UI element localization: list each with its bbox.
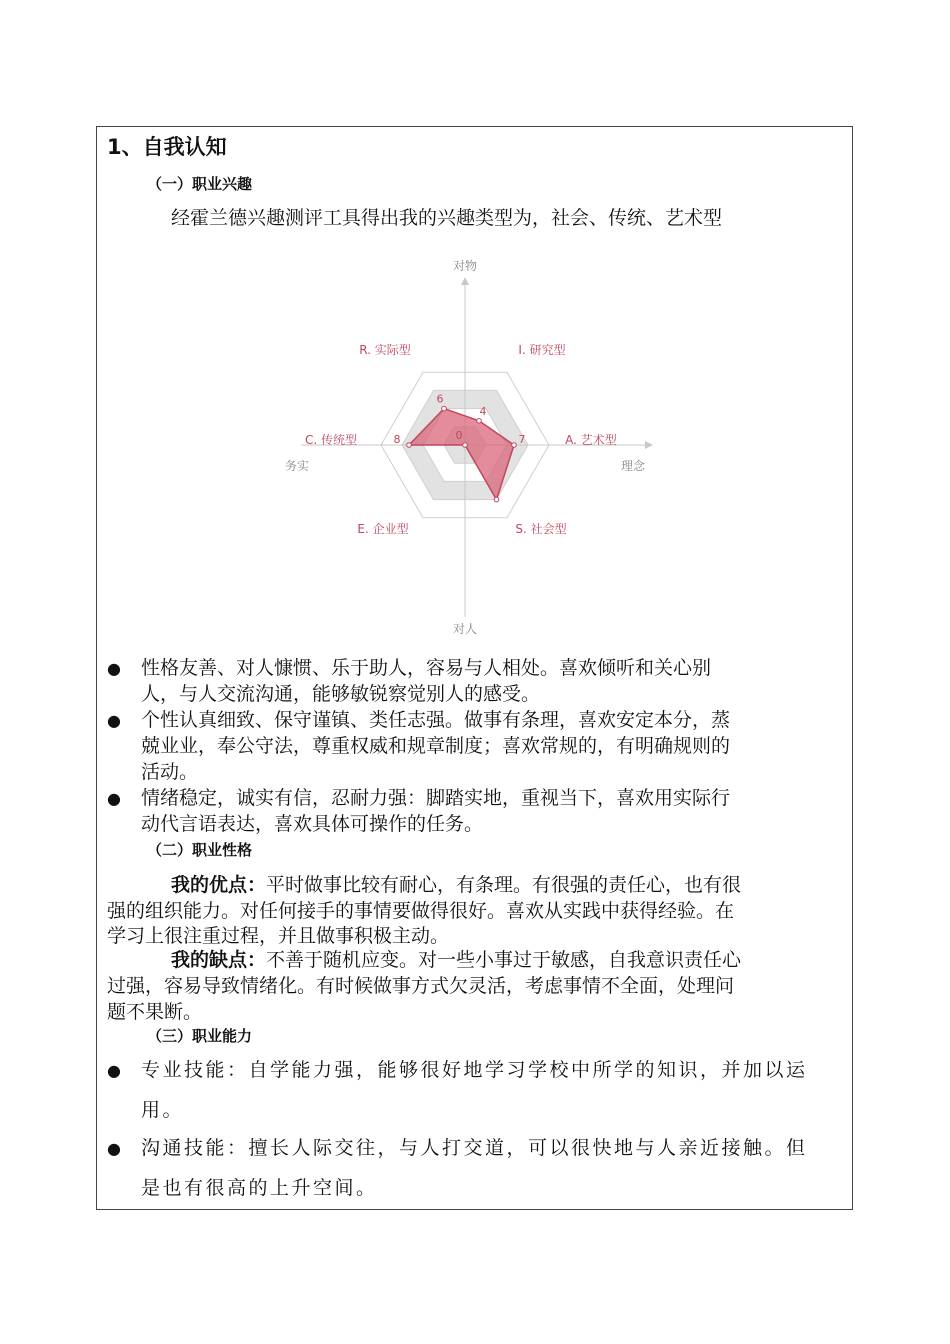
ability-bullet-2-line-1: 沟通技能：擅长人际交往，与人打交道，可以很快地与人亲近接触。但	[141, 1137, 808, 1159]
trait-bullet-3-line-1: 情绪稳定，诚实有信，忍耐力强：脚踏实地，重视当下，喜欢用实际行	[141, 787, 731, 809]
bullet-icon: ●	[107, 1139, 121, 1158]
axis-label-right: 理念	[620, 459, 646, 473]
ability-bullet-2-line-2: 是也有很高的上升空间。	[141, 1177, 378, 1199]
holland-radar-chart	[283, 255, 667, 639]
axis-label-left: 务实	[284, 459, 310, 473]
bullet-icon: ●	[107, 1061, 121, 1080]
weaknesses-label: 我的缺点：	[171, 949, 267, 971]
strengths-line-3: 学习上很注重过程，并且做事积极主动。	[107, 925, 450, 947]
category-label-s: S. 社会型	[515, 522, 567, 536]
axis-label-bottom: 对人	[452, 622, 478, 636]
category-label-a: A. 艺术型	[565, 433, 617, 447]
strengths-label: 我的优点：	[171, 874, 267, 896]
radar-point-label: 0	[455, 429, 463, 442]
weaknesses-line-1: 我的缺点：不善于随机应变。对一些小事过于敏感，自我意识责任心	[171, 949, 742, 971]
bullet-icon: ●	[107, 789, 121, 808]
trait-bullet-2-line-1: 个性认真细致、保守谨镇、类任志强。做事有条理，喜欢安定本分，蒸	[141, 709, 731, 731]
interest-intro: 经霍兰德兴趣测评工具得出我的兴趣类型为，社会、传统、艺术型	[171, 207, 723, 229]
trait-bullet-3-line-2: 动代言语表达，喜欢具体可操作的任务。	[141, 813, 484, 835]
section-title: 1、自我认知	[107, 135, 227, 159]
category-label-c: C. 传统型	[304, 433, 358, 447]
ability-bullet-1-line-1: 专业技能：自学能力强，能够很好地学习学校中所学的知识，并加以运	[141, 1059, 808, 1081]
category-label-r: R. 实际型	[359, 343, 411, 357]
bullet-icon: ●	[107, 659, 121, 678]
axis-label-top: 对物	[452, 259, 478, 273]
radar-data-point	[463, 443, 468, 448]
radar-data-point	[407, 443, 412, 448]
category-label-e: E. 企业型	[357, 522, 409, 536]
trait-bullet-2-line-3: 活动。	[141, 761, 199, 783]
subsection-interest: （一）职业兴趣	[147, 175, 253, 193]
strengths-line-2: 强的组织能力。对任何接手的事情要做得很好。喜欢从实践中获得经验。在	[107, 900, 735, 922]
weaknesses-line-3: 题不果断。	[107, 1001, 203, 1023]
radar-data-point	[494, 497, 499, 502]
radar-point-label: 6	[436, 392, 444, 406]
subsection-personality: （二）职业性格	[147, 841, 253, 859]
radar-point-label: 8	[393, 433, 401, 446]
strengths-line-1: 我的优点：平时做事比较有耐心，有条理。有很强的责任心，也有很	[171, 874, 742, 896]
radar-data-point	[477, 419, 482, 424]
radar-data-point	[512, 443, 517, 448]
bullet-icon: ●	[107, 711, 121, 730]
trait-bullet-1-line-2: 人，与人交流沟通，能够敏锐察觉别人的感受。	[141, 683, 541, 705]
subsection-ability: （三）职业能力	[147, 1027, 253, 1045]
radar-point-label: 4	[479, 404, 487, 418]
trait-bullet-2-line-2: 兢业业，奉公守法，尊重权威和规章制度；喜欢常规的，有明确规则的	[141, 735, 731, 757]
category-label-i: I. 研究型	[518, 343, 566, 357]
radar-point-label: 7	[518, 433, 526, 446]
ability-bullet-1-line-2: 用。	[141, 1099, 185, 1121]
weaknesses-line-2: 过强，容易导致情绪化。有时候做事方式欠灵活，考虑事情不全面，处理问	[107, 975, 735, 997]
trait-bullet-1-line-1: 性格友善、对人慷惯、乐于助人，容易与人相处。喜欢倾听和关心别	[141, 657, 712, 679]
radar-data-point	[442, 406, 447, 411]
content-box	[96, 126, 853, 1210]
